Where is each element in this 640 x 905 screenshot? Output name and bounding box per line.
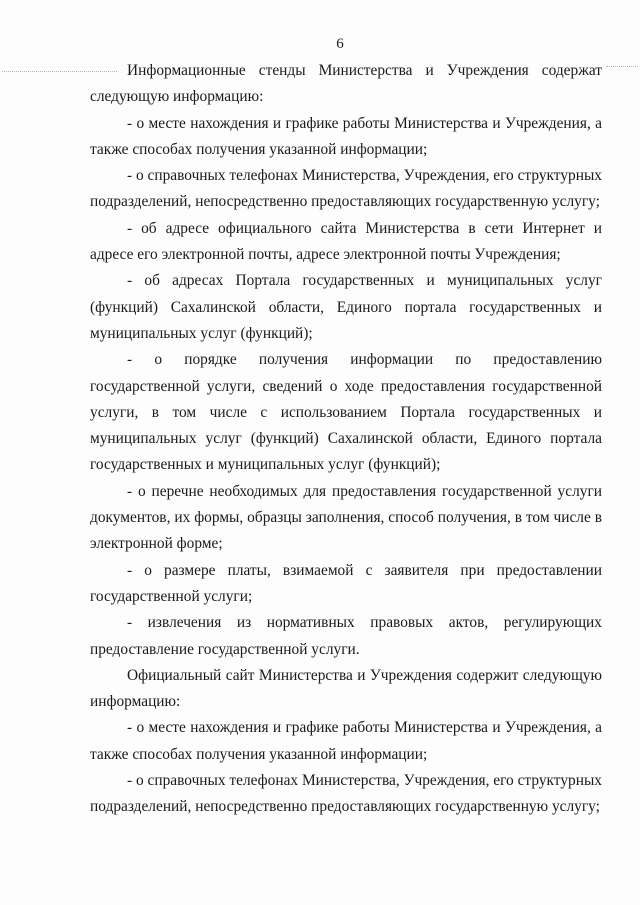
paragraph-stands-extracts: - извлечения из нормативных правовых актов, регулирующих предоставление государственной услуги. (90, 614, 602, 658)
paragraph-stands-website: - об адресе официального сайта Министерства в сети Интернет и адресе его электронной почты, адресе электронной почты Учреждения; (90, 219, 602, 264)
document-body (90, 58, 602, 821)
paragraph-stands-fee: - о размере платы, взимаемой с заявителя при предоставлении государственной услуги; (90, 561, 602, 605)
paragraph-site-phones: - о справочных телефонах Министерства, Учреждения, его структурных подразделений, непосредственно предоставляющих государственную услугу; (90, 772, 602, 816)
paragraph-stands-intro: Информационные стенды Министерства и Учреждения содержат следующую информацию: (90, 62, 602, 106)
paragraph-site-location: - о месте нахождения и графике работы Министерства и Учреждения, а также способах получения указанной информации; (90, 719, 602, 763)
paragraph-stands-procedure: - о порядке получения информации по предоставлению государственной услуги, сведений о ходе предоставления государственной услуги, в том числе с использованием Портала государственных и муниципальных услуг (функций) Сахалинской области, Единого портала государственных и муниципальных услуг (функций); (90, 351, 602, 474)
paragraph-stands-portals: - об адресах Портала государственных и муниципальных услуг (функций) Сахалинской области, Единого портала государственных и муниципальных услуг (функций); (90, 272, 602, 342)
paragraph-stands-phones: - о справочных телефонах Министерства, Учреждения, его структурных подразделений, непосредственно предоставляющих государственную услугу; (90, 167, 602, 211)
scan-artifact-right (606, 66, 638, 67)
paragraph-site-intro: Официальный сайт Министерства и Учреждения содержит следующую информацию: (90, 666, 602, 711)
page-number: 6 (336, 36, 344, 52)
paragraph-stands-documents: - о перечне необходимых для предоставления государственной услуги документов, их формы, образцы заполнения, способ получения, в том числе в электронной форме; (90, 482, 602, 553)
paragraph-stands-location: - о месте нахождения и графике работы Министерства и Учреждения, а также способах получения указанной информации; (90, 114, 602, 158)
